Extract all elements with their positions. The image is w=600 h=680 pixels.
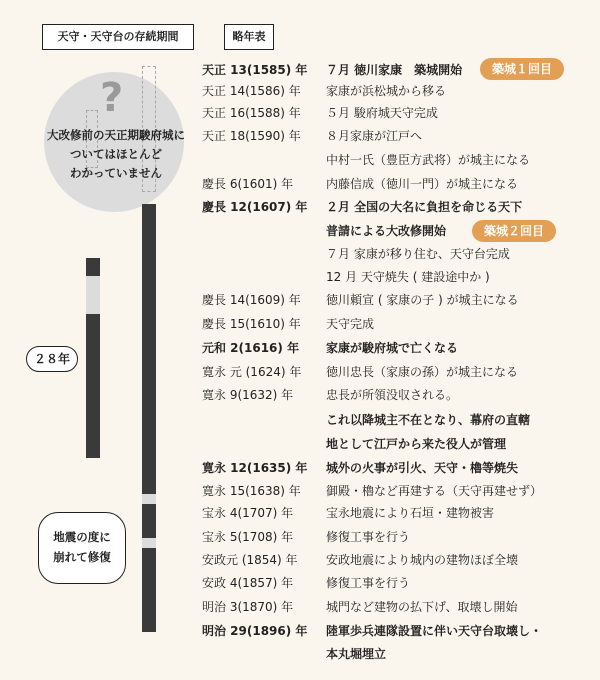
question-mark-icon: ? <box>100 75 124 121</box>
row-event: 天守完成 <box>326 317 375 331</box>
note-line-2: ついてはほとんど <box>70 147 162 161</box>
row-year: 天正 14(1586) 年 <box>202 84 301 98</box>
row-event: 中村一氏（豊臣方武将）が城主になる <box>326 153 531 167</box>
row-event: 徳川頼宣 ( 家康の子 ) が城主になる <box>326 293 519 307</box>
row-event: 陸軍歩兵連隊設置に伴い天守台取壊し・ <box>326 624 543 638</box>
row-event: 家康が浜松城から移る <box>326 84 447 98</box>
row-year: 寛永 15(1638) 年 <box>202 484 301 498</box>
row-event: 城門など建物の払下げ、取壊し開始 <box>326 600 518 614</box>
row-year: 寛永 元 (1624) 年 <box>202 365 302 379</box>
badge-second-construction: 築城２回目 <box>472 220 556 242</box>
row-event: 宝永地震により石垣・建物被害 <box>326 506 495 520</box>
badge-first-construction: 築城１回目 <box>480 58 564 80</box>
row-year: 安政元 (1854) 年 <box>202 553 298 567</box>
tenshu-dai-bar <box>142 204 156 632</box>
row-year: 寛永 12(1635) 年 <box>202 461 308 475</box>
row-event: ２月 全国の大名に負担を命じる天下 <box>326 200 523 214</box>
row-year: 宝永 4(1707) 年 <box>202 506 294 520</box>
note-line-1: 大改修前の天正期駿府城に <box>47 128 185 142</box>
row-event: 忠長が所領没収される。 <box>326 388 459 402</box>
row-year: 天正 18(1590) 年 <box>202 129 301 143</box>
row-event: 地として江戸から来た役人が管理 <box>326 437 507 451</box>
row-year: 慶長 12(1607) 年 <box>202 200 308 214</box>
unknown-period-note <box>36 126 196 183</box>
row-event: 内藤信成（徳川一門）が城主になる <box>326 177 519 191</box>
row-year: 明治 29(1896) 年 <box>202 624 308 638</box>
earthquake-repair-label <box>38 512 126 584</box>
row-year: 安政 4(1857) 年 <box>202 576 294 590</box>
row-year: 寛永 9(1632) 年 <box>202 388 294 402</box>
row-year: 明治 3(1870) 年 <box>202 600 294 614</box>
tenshu-dai-gap-1 <box>142 494 156 504</box>
header-duration: 天守・天守台の存続期間 <box>42 24 194 50</box>
tenshu-gap <box>86 276 100 314</box>
row-year: 慶長 14(1609) 年 <box>202 293 301 307</box>
row-event: ７月 徳川家康 築城開始 <box>326 63 463 77</box>
row-event: 御殿・櫓など再建する（天守再建せず） <box>326 484 543 498</box>
row-event: 12 月 天守焼失 ( 建設途中か ) <box>326 270 490 284</box>
row-event: 本丸堀埋立 <box>326 647 387 661</box>
header-chronology: 略年表 <box>224 24 274 50</box>
row-event: 修復工事を行う <box>326 576 411 590</box>
row-year: 天正 16(1588) 年 <box>202 106 301 120</box>
row-event: これ以降城主不在となり、幕府の直轄 <box>326 413 531 427</box>
duration-28-years-label: ２８年 <box>26 346 78 372</box>
row-event: 徳川忠長（家康の孫）が城主になる <box>326 365 519 379</box>
row-event: ５月 駿府城天守完成 <box>326 106 438 120</box>
row-event: 家康が駿府城で亡くなる <box>326 341 459 355</box>
row-event: ７月 家康が移り住む、天守台完成 <box>326 247 510 261</box>
note-line-3: わかっていません <box>70 166 162 180</box>
row-event: 城外の火事が引火、天守・櫓等焼失 <box>326 461 519 475</box>
quake-line-1: 地震の度に <box>53 530 111 544</box>
row-year: 慶長 15(1610) 年 <box>202 317 301 331</box>
row-year: 元和 2(1616) 年 <box>202 341 300 355</box>
row-event: 修復工事を行う <box>326 530 411 544</box>
quake-line-2: 崩れて修復 <box>53 550 111 564</box>
row-year: 慶長 6(1601) 年 <box>202 177 294 191</box>
row-event: 普請による大改修開始 <box>326 224 447 238</box>
row-year: 宝永 5(1708) 年 <box>202 530 294 544</box>
tenshu-dai-gap-2 <box>142 538 156 548</box>
row-year: 天正 13(1585) 年 <box>202 63 308 77</box>
row-event: 安政地震により城内の建物ほぼ全壊 <box>326 553 519 567</box>
row-event: ８月家康が江戸へ <box>326 129 423 143</box>
